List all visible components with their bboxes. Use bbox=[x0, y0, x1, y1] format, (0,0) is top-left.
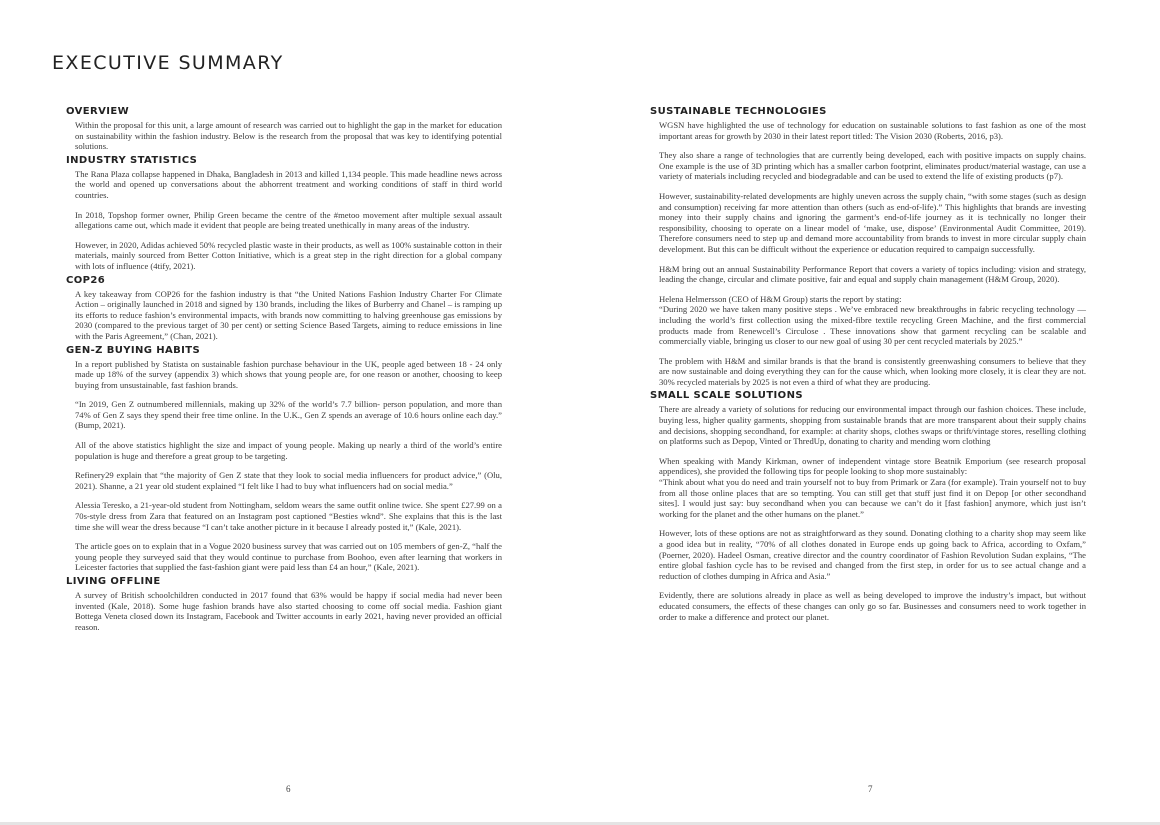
section-overview bbox=[66, 106, 502, 152]
section-heading: SMALL SCALE SOLUTIONS bbox=[650, 390, 803, 402]
quote-paragraph: When speaking with Mandy Kirkman, owner of independent vintage store Beatnik Emporium (see research proposal appendices), she provided the following tips for people looking to shop more sustainably: “Think about what you do need and train yourself not to buy from Primark or Zara (for example). Train yourself not to buy from all those online places that are so tempting. You can still get that stuff just find it on Depop [or other secondhand sites]. I would just say: buy secondhand when you can because we can’t do it [fast fashion] anymore, which just isn’t working for the planet and the other humans on the planet.” bbox=[659, 455, 1086, 519]
paragraph: Alessia Teresko, a 21-year-old student from Nottingham, seldom wears the same outfit online twice. She spent £27.99 on a 70s-style dress from Zara that featured on an Instagram post captioned “Besties wknd”. She explains that this is the last time she will wear the dress because “I can’t take another picture in it because I already posted it,” (Kale, 2021). bbox=[75, 500, 502, 532]
left-page-column bbox=[66, 106, 502, 635]
section-heading: INDUSTRY STATISTICS bbox=[66, 154, 198, 166]
section-sustainable-technologies bbox=[650, 106, 1086, 387]
section-living-offline bbox=[66, 576, 502, 632]
paragraph: In 2018, Topshop former owner, Philip Green became the centre of the #metoo movement after multiple sexual assault allegations came out, which made it evident that people are being treated unethically in many areas of the industry. bbox=[75, 209, 502, 231]
paragraph: Within the proposal for this unit, a large amount of research was carried out to highlight the gap in the market for education on sustainability within the fashion industry. Below is the research from the proposal that was key to identifying potential solutions. bbox=[75, 120, 502, 152]
paragraph: All of the above statistics highlight the size and impact of young people. Making up nearly a third of the world’s entire population is huge and therefore a great group to be targeting. bbox=[75, 440, 502, 461]
paragraph: A survey of British schoolchildren conducted in 2017 found that 63% would be happy if social media had never been invented (Kale, 2018). Some huge fashion brands have also started choosing to come off social media. Fashion giant Bottega Veneta closed down its Instagram, Facebook and Twitter accounts in early 2021, having never provided an official reason. bbox=[75, 590, 502, 632]
right-page-column bbox=[650, 106, 1086, 625]
paragraph: A key takeaway from COP26 for the fashion industry is that “the United Nations Fashion Industry Charter For Climate Action – originally launched in 2018 and signed by 130 brands, including the likes of Burberry and Chanel – is ramping up its efforts to reduce fashion’s environmental impacts, with brands now committing to halving greenhouse gas emissions by 2030 (compared to the previous target of 30 per cent) or setting Science Based Targets, aiming to reduce emissions in line with the Paris Agreement,” (Chan, 2021). bbox=[75, 288, 502, 341]
section-gen-z-buying-habits bbox=[66, 345, 502, 574]
paragraph: The problem with H&M and similar brands is that the brand is consistently greenwashing consumers to believe that they are now sustainable and doing everything they can for the cause which, when looking more closely, it is clear they are not. 30% recycled materials by 2025 is not even a third of what they are producing. bbox=[659, 355, 1086, 387]
paragraph: Refinery29 explain that “the majority of Gen Z state that they look to social media influencers for product advice,” (Olu, 2021). Shanne, a 21 year old student explained “I felt like I had to buy what influencers had on social media.” bbox=[75, 470, 502, 491]
paragraph: The Rana Plaza collapse happened in Dhaka, Bangladesh in 2013 and killed 1,134 people. This made headline news across the world and opened up conversations about the abhorrent treatment and working conditions of staff in third world countries. bbox=[75, 168, 502, 200]
section-heading: LIVING OFFLINE bbox=[66, 576, 161, 587]
paragraph: However, sustainability-related developments are highly uneven across the supply chain, “with some stages (such as design and consumption) receiving far more attention than others (such as end-of-life).” This highlights that brands are investing money into their supply chains and ignoring the garment’s end-of-life journey as it is technically no longer their responsibility, choosing to operate on a linear model of ‘make, use, dispose’ (Environmental Audit Committee, 2019). Therefore consumers need to step up and demand more accountability from brands to invest in more circular supply chain development. But this can be difficult without the experience or education required to campaign successfully. bbox=[659, 190, 1086, 254]
paragraph: WGSN have highlighted the use of technology for education on sustainable solutions to fast fashion as one of the most important areas for growth by 2030 in their latest report titled: The Vision 2030 (Roberts, 2016, p3). bbox=[659, 120, 1086, 141]
section-heading: GEN-Z BUYING HABITS bbox=[66, 344, 201, 356]
paragraph: However, lots of these options are not as straightforward as they sound. Donating clothing to a charity shop may seem like a good idea but in reality, “70% of all clothes donated in Europe ends up going back to Africa, according to Oxfam,” (Poerner, 2020). Hadeel Osman, creative director and the country coordinator of Fashion Revolution Sudan explains, “The entire global fashion cycle has to be revised and changed from the first step, in order for us to see actual change and a reduction of clothes dumping in Africa and Asia.” bbox=[659, 528, 1086, 581]
page-number-right: 7 bbox=[868, 784, 873, 794]
quote-paragraph: Helena Helmersson (CEO of H&M Group) starts the report by stating: “During 2020 we have taken many positive steps . We’ve embraced new breakthroughs in fabric recycling technology — including the world’s first collection using the mixed-fibre textile recycling Green Machine, and the first commercial products made from Renewcell’s Circulose . These innovations show that garment recycling can be scalable and commercially viable, bringing us closer to our new goal of using 30 per cent recycled materials by 2025.” bbox=[659, 293, 1086, 347]
page-number-left: 6 bbox=[286, 784, 291, 794]
paragraph: However, in 2020, Adidas achieved 50% recycled plastic waste in their products, as well as 100% sustainable cotton in their materials, mainly sourced from Better Cotton Initiative, which is a great step in the right direction for a global company with lots of influence (4tify, 2021). bbox=[75, 239, 502, 271]
section-heading: OVERVIEW bbox=[66, 106, 130, 117]
paragraph: The article goes on to explain that in a Vogue 2020 business survey that was carried out on 105 members of gen-Z, “half the young people they surveyed said that they would continue to purchase from Boohoo, even after learning that workers in Leicester factories that supplied the fast-fashion giant were paid less than £4 an hour,” (Kale, 2021). bbox=[75, 541, 502, 573]
section-heading: COP26 bbox=[66, 274, 106, 286]
paragraph: There are already a variety of solutions for reducing our environmental impact through our fashion choices. These include, buying less, higher quality garments, shopping from sustainable brands that are more transparent about their supply chains and decisions, shopping secondhand, for example: at charity shops, clothes swaps or thrift/vintage stores, reselling clothing on platforms such as Depop, Vinted or ThredUp, donating to charity and mending worn clothing bbox=[659, 404, 1086, 447]
page-title: EXECUTIVE SUMMARY bbox=[52, 52, 284, 74]
paragraph: “In 2019, Gen Z outnumbered millennials, making up 32% of the world’s 7.7 billion- person population, and more than 74% of Gen Z says they spend their free time online. In the U.K., Gen Z spends an average of 10.6 hours online each day.” (Bump, 2021). bbox=[75, 399, 502, 431]
paragraph: H&M bring out an annual Sustainability Performance Report that covers a variety of topics including: vision and strategy, leading the change, circular and climate positive, fair and equal and supply chain management (H&M Group, 2020). bbox=[659, 263, 1086, 285]
paragraph: They also share a range of technologies that are currently being developed, each with positive impacts on supply chains. One example is the use of 3D printing which has a smaller carbon footprint, eliminates product/material wastage, can use a variety of materials including recycled and biodegradable and can be used to extend the life of existing products (p7). bbox=[659, 150, 1086, 182]
section-cop26 bbox=[66, 275, 502, 342]
section-heading: SUSTAINABLE TECHNOLOGIES bbox=[650, 106, 827, 117]
paragraph: In a report published by Statista on sustainable fashion purchase behaviour in the UK, people aged between 18 - 24 only made up 18% of the survey (appendix 3) which shows that young people are, for one reason or another, choosing to keep buying from unsustainable, fast fashion brands. bbox=[75, 358, 502, 390]
section-industry-statistics bbox=[66, 155, 502, 272]
paragraph: Evidently, there are solutions already in place as well as being developed to improve the industry’s impact, but without educated consumers, the effects of these changes can only go so far. Businesses and consumers need to work together in order to make a difference and protect our planet. bbox=[659, 590, 1086, 622]
section-small-scale-solutions bbox=[650, 390, 1086, 622]
